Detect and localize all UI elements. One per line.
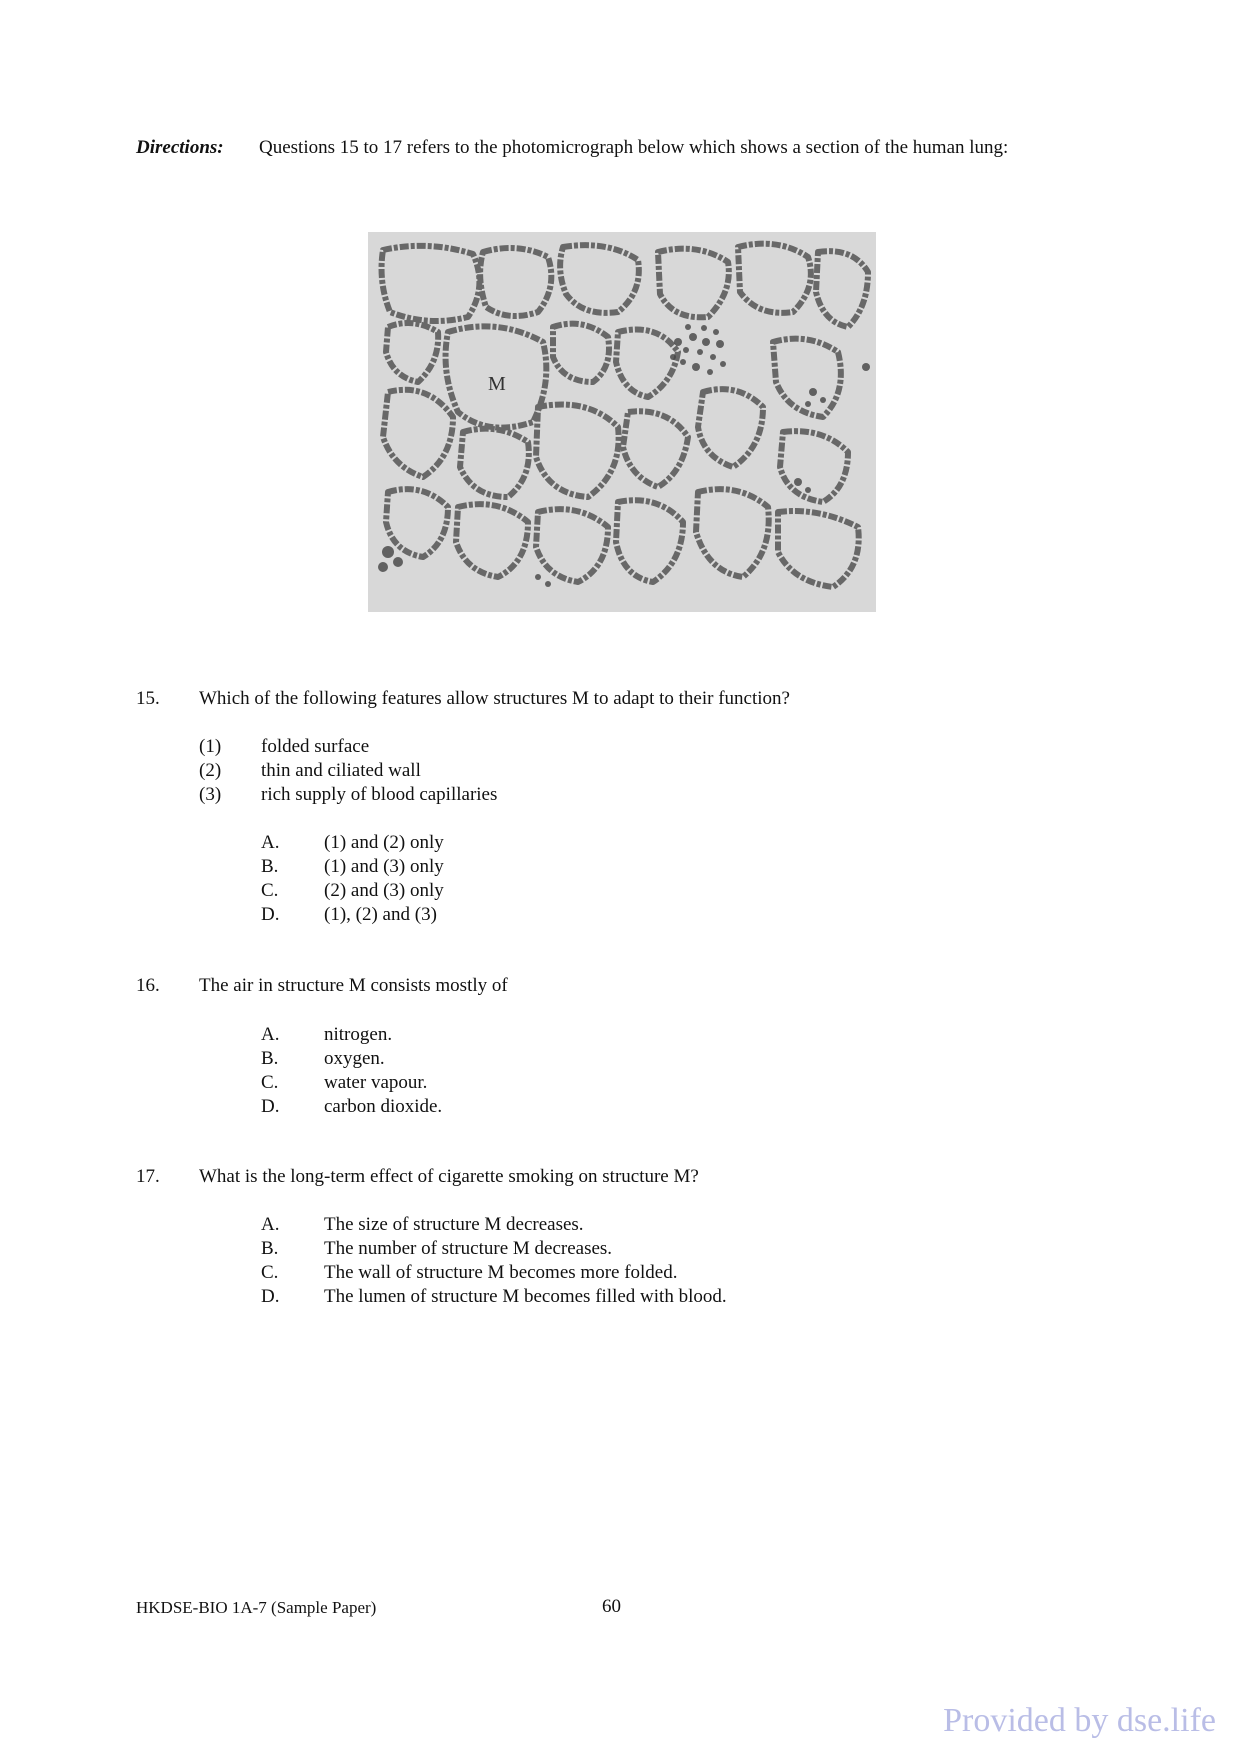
option-text: The size of structure M decreases. [324, 1214, 584, 1235]
option-letter: C. [261, 1072, 279, 1093]
option-text: (1) and (2) only [324, 832, 444, 853]
option-letter: D. [261, 1286, 280, 1307]
directions-label: Directions: [136, 137, 224, 158]
option-text: The number of structure M decreases. [324, 1238, 613, 1259]
option-letter: A. [261, 1214, 280, 1235]
question-16-number: 16. [136, 975, 160, 996]
statement-number: (2) [199, 760, 222, 781]
option-text: water vapour. [324, 1072, 428, 1093]
question-17-text: What is the long-term effect of cigarette smoking on structure M? [199, 1166, 699, 1187]
page-number: 60 [602, 1596, 621, 1617]
option-text: The lumen of structure M becomes filled with blood. [324, 1286, 727, 1307]
option-text: oxygen. [324, 1048, 385, 1069]
option-letter: D. [261, 1096, 280, 1117]
directions-text: Questions 15 to 17 refers to the photomicrograph below which shows a section of the human lung: [259, 137, 1009, 158]
statement-number: (1) [199, 736, 222, 757]
option-letter: D. [261, 904, 280, 925]
lung-photomicrograph [368, 232, 876, 612]
question-17-number: 17. [136, 1166, 160, 1187]
option-letter: B. [261, 1238, 279, 1259]
option-text: nitrogen. [324, 1024, 393, 1045]
option-text: (1), (2) and (3) [324, 904, 437, 925]
option-letter: B. [261, 1048, 279, 1069]
watermark-link[interactable]: Provided by dse.life [943, 1702, 1216, 1739]
footer-paper-code: HKDSE-BIO 1A-7 (Sample Paper) [136, 1598, 377, 1617]
alveoli-illustration [368, 232, 876, 612]
option-letter: B. [261, 856, 279, 877]
option-text: The wall of structure M becomes more folded. [324, 1262, 678, 1283]
option-text: carbon dioxide. [324, 1096, 443, 1117]
question-15-text: Which of the following features allow structures M to adapt to their function? [199, 688, 790, 709]
statement-text: rich supply of blood capillaries [261, 784, 498, 805]
statement-number: (3) [199, 784, 222, 805]
option-text: (1) and (3) only [324, 856, 444, 877]
question-16-text: The air in structure M consists mostly of [199, 975, 508, 996]
statement-text: folded surface [261, 736, 370, 757]
statement-text: thin and ciliated wall [261, 760, 421, 781]
option-letter: C. [261, 1262, 279, 1283]
option-letter: A. [261, 832, 280, 853]
question-15-number: 15. [136, 688, 160, 709]
option-letter: A. [261, 1024, 280, 1045]
structure-m-label: M [488, 373, 506, 395]
option-letter: C. [261, 880, 279, 901]
option-text: (2) and (3) only [324, 880, 444, 901]
